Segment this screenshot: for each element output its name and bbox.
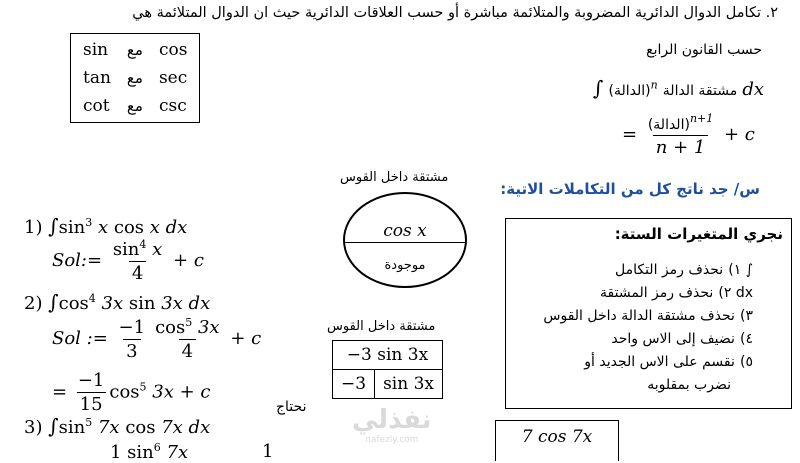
inner-derivative-label: مشتقة داخل القوس [340,170,449,185]
plus-c: + c [173,250,204,271]
var: x [97,217,109,238]
derivative-circle [343,192,467,288]
step-text: نحذف رمز المشتقة dx [600,285,753,301]
rule-power: n [650,78,658,92]
circle-top: cos x [383,221,427,241]
derivative-box-3 [495,420,619,461]
integral-sign: ∫ [48,214,59,238]
var: x [149,217,160,238]
dx: dx [165,217,188,238]
header-line1 [132,5,778,21]
step-text: نقسم على الاس الجديد أو [584,354,735,370]
item-number: ٢. [765,5,778,21]
pair-row [75,92,195,120]
circle-divider [345,242,465,243]
fn: sin [58,217,86,238]
fraction: $\frac{\sin^4 x}{4}$ [112,238,163,284]
exponent: 3 [85,216,93,229]
rule-result [622,112,755,158]
problem-number: 1) [24,217,43,238]
rule-plus-c: + c [723,124,755,145]
sol-label: Sol:= [52,250,103,271]
box3-top: 7 cos 7x [521,427,593,447]
step-text: نحذف مشتقة الدالة داخل القوس [543,308,735,324]
pair-right: csc [158,96,187,116]
solution-2: Sol := $\frac{-1}{3}$ $\frac{\cos^5 3x}{4}$ + c [52,316,262,362]
step-text: نحذف رمز التكامل ∫ [614,262,753,278]
solution-1 [52,238,204,284]
fraction: $\frac{-1}{3}$ [118,316,146,362]
pair-row [75,64,195,92]
step-number: ٥) [740,354,753,370]
pair-row [75,36,195,64]
rule-exponent: n+1 [689,112,714,125]
pair-connector: مع [126,97,143,115]
solution-3-partial-right: 1 [262,441,274,462]
box2-left: −3 [333,370,375,399]
steps-box [505,218,792,409]
fraction: $\frac{-1}{15}$ [77,370,105,415]
pair-connector: مع [126,69,143,87]
box2-top: −3 sin 3x [333,341,443,370]
circle-bottom: موجودة [384,258,426,273]
step-item [647,374,731,393]
problem-number: 2) [24,293,43,314]
watermark [352,405,432,445]
problem-number: 3) [24,417,43,438]
step-number: ٤) [740,331,753,347]
fraction: $\frac{\cos^5 3x}{4}$ [155,316,220,362]
pair-right: cos [158,40,188,60]
integral-sign: ∫ [48,414,59,438]
solution-2-final: = $\frac{-1}{15}$ $\cos^5 3x + c$ [52,370,211,415]
step-item [543,305,753,324]
steps-title: نجري المتغيرات الستة: [614,225,783,243]
integral-sign: ∫ [592,76,604,100]
pair-left: sin [83,40,109,60]
problem-3: 3) $\int\sin^5$ 7x cos 7x dx [24,414,211,438]
problem-2: 2) $\int\cos^4$ 3x sin 3x dx [24,290,211,314]
step-item [615,259,753,278]
step-item [600,282,753,301]
step-number: ٣) [740,308,753,324]
step-item [611,328,753,347]
pairs-table [70,33,200,123]
step-number: ١) [728,262,742,278]
rule-func-label-2: (الدالة) [647,117,690,133]
step-text: نضرب بمقلوبه [647,377,731,393]
derivative-box [332,340,443,399]
pair-left: tan [83,68,111,88]
rule-eq: = [622,124,638,145]
rule-denominator: n + 1 [653,135,709,158]
rule-func-label: (الدالة) [608,83,651,99]
pair-connector: مع [126,41,143,59]
watermark-sub: nafezly.com [365,435,419,445]
needs-label: نحتاج [276,399,307,415]
step-number: ٢) [718,285,732,301]
header-text: تكامل الدوال الدائرية المضروبة والمتلائمة مباشرة أو حسب العلاقات الدائرية حيث ان الدوال المتلائمة هي [132,5,761,21]
fn: cos [113,217,145,238]
rule-dx: dx [742,79,764,100]
rule-deriv-text: مشتقة الدالة [662,83,738,99]
rule-line [593,76,764,100]
question-text: س/ جد ناتج كل من التكاملات الاتية: [500,180,760,198]
integral-sign: ∫ [48,290,59,314]
pair-right: sec [158,68,188,88]
box2-right: sin 3x [375,370,443,399]
step-item [584,351,753,370]
pair-left: cot [83,96,110,116]
inner-derivative-label-2: مشتقة داخل القوس [327,319,436,334]
header-line2: حسب القانون الرابع [646,42,762,58]
problem-1 [24,214,187,238]
rule-fraction [645,112,716,158]
watermark-text: نفذلي [352,405,432,435]
step-text: نضيف إلى الاس واحد [611,331,735,347]
solution-3-partial: 1 $\sin^6 7x$ [110,441,189,463]
